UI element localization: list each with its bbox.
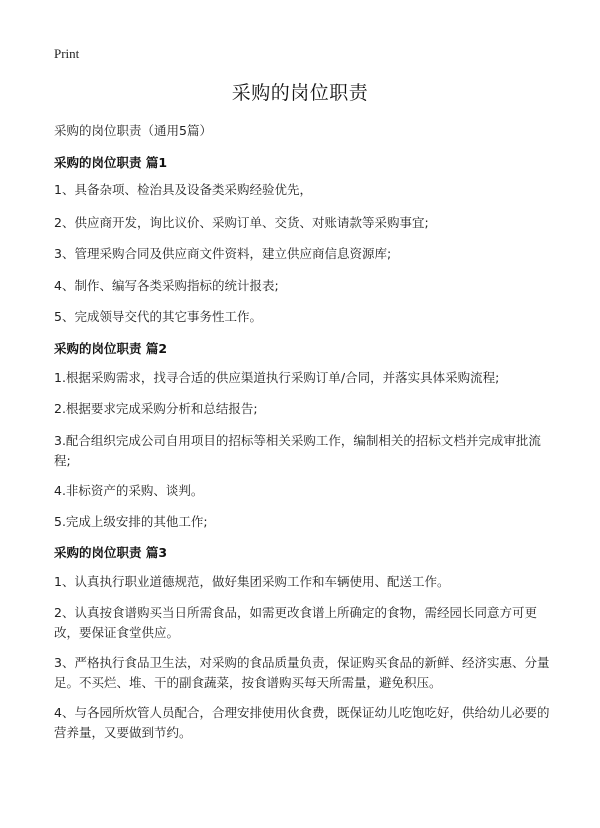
document-subtitle: 采购的岗位职责（通用5篇）: [54, 123, 212, 138]
section-heading-2: 采购的岗位职责 篇2: [54, 341, 168, 356]
section-2-item-1: 1.根据采购需求，找寻合适的供应渠道执行采购订单/合同，并落实具体采购流程;: [54, 370, 500, 385]
section-3-item-2: 2、认真按食谱购买当日所需食品，如需更改食谱上所确定的食物，需经园长同意方可更改，要保证食堂供应。: [54, 605, 537, 640]
section-heading-1: 采购的岗位职责 篇1: [54, 155, 168, 170]
section-2-item-2: 2.根据要求完成采购分析和总结报告;: [54, 401, 258, 416]
document-title: 采购的岗位职责: [231, 82, 369, 104]
section-1-item-3: 3、管理采购合同及供应商文件资料，建立供应商信息资源库;: [54, 246, 392, 261]
section-heading-3: 采购的岗位职责 篇3: [54, 545, 168, 560]
section-2-item-5: 5.完成上级安排的其他工作;: [54, 514, 208, 529]
section-3-item-4: 4、与各园所炊管人员配合，合理安排使用伙食费，既保证幼儿吃饱吃好，供给幼儿必要的营养量，又要做到节约。: [54, 705, 550, 740]
section-1-item-4: 4、制作、编写各类采购指标的统计报表;: [54, 278, 279, 293]
section-1-item-2: 2、供应商开发，询比议价、采购订单、交货、对账请款等采购事宜;: [54, 215, 429, 230]
section-3-item-1: 1、认真执行职业道德规范，做好集团采购工作和车辆使用、配送工作。: [54, 574, 450, 589]
print-label: Print: [54, 46, 80, 61]
section-2-item-4: 4.非标资产的采购、谈判。: [54, 483, 204, 498]
section-3-item-3: 3、严格执行食品卫生法，对采购的食品质量负责，保证购买食品的新鲜、经济实惠、分量足。不买烂、堆、干的副食蔬菜，按食谱购买每天所需量，避免积压。: [54, 655, 550, 690]
section-1-item-5: 5、完成领导交代的其它事务性工作。: [54, 309, 262, 324]
section-1-item-1: 1、具备杂项、检治具及设备类采购经验优先，: [54, 182, 312, 197]
section-2-item-3: 3.配合组织完成公司自用项目的招标等相关采购工作，编制相关的招标文档并完成审批流程;: [54, 433, 541, 468]
